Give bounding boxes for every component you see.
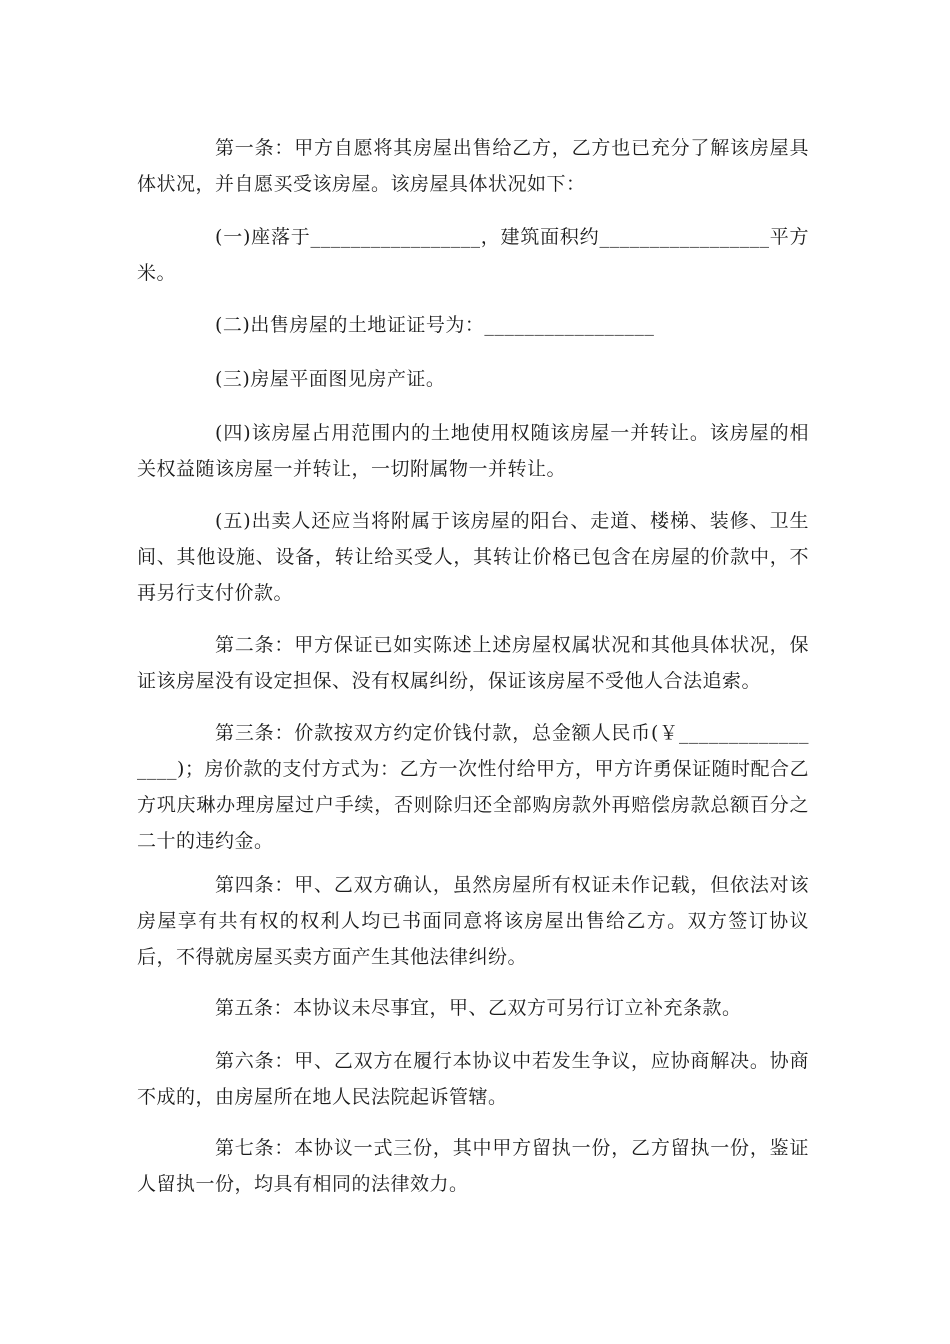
- article-5: 第五条：本协议未尽事宜，甲、乙双方可另行订立补充条款。: [215, 997, 742, 1019]
- article-1: 第一条：甲方自愿将其房屋出售给乙方，乙方也已充分了解该房屋具体状况，并自愿买受该房屋。该房屋具体状况如下：: [137, 137, 809, 195]
- clause-3-floor-plan: (三)房屋平面图见房产证。: [215, 368, 446, 390]
- clause-2-land-cert: (二)出售房屋的土地证证号为：_________________: [215, 314, 655, 336]
- clause-5-attachments: (五)出卖人还应当将附属于该房屋的阳台、走道、楼梯、装修、卫生间、其他设施、设备，转让给买受人，其转让价格已包含在房屋的价款中，不再另行支付价款。: [137, 510, 809, 604]
- article-3: 第三条：价款按双方约定价钱付款，总金额人民币(￥_________________)；房价款的支付方式为：乙方一次性付给甲方，甲方许勇保证随时配合乙方巩庆琳办理房屋过户手续，否则除归还全部购房款外再赔偿房款总额百分之二十的违约金。: [137, 722, 809, 852]
- article-4: 第四条：甲、乙双方确认，虽然房屋所有权证未作记载，但依法对该房屋享有共有权的权利人均已书面同意将该房屋出售给乙方。双方签订协议后，不得就房屋买卖方面产生其他法律纠纷。: [137, 874, 809, 968]
- clause-1-location: (一)座落于_________________，建筑面积约_________________平方米。: [137, 226, 809, 284]
- article-2: 第二条：甲方保证已如实陈述上述房屋权属状况和其他具体状况，保证该房屋没有设定担保、没有权属纠纷，保证该房屋不受他人合法追索。: [137, 634, 809, 692]
- article-6: 第六条：甲、乙双方在履行本协议中若发生争议，应协商解决。协商不成的，由房屋所在地人民法院起诉管辖。: [137, 1050, 809, 1108]
- article-7: 第七条：本协议一式三份，其中甲方留执一份，乙方留执一份，鉴证人留执一份，均具有相同的法律效力。: [137, 1137, 809, 1195]
- clause-4-land-use: (四)该房屋占用范围内的土地使用权随该房屋一并转让。该房屋的相关权益随该房屋一并转让，一切附属物一并转让。: [137, 422, 809, 480]
